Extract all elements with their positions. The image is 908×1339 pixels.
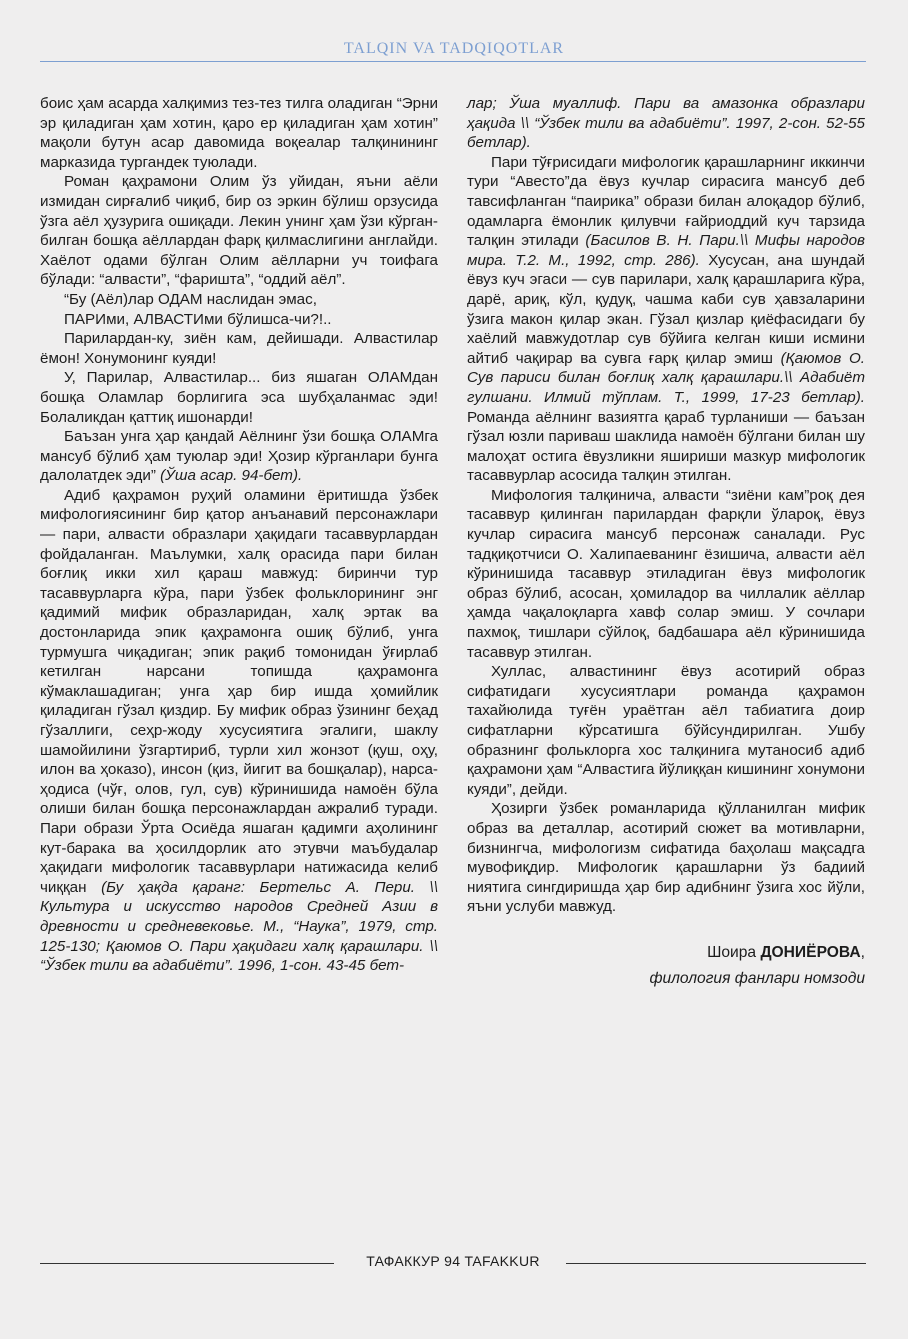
paragraph <box>467 153 865 486</box>
quote-line: “Бу (Аёл)лар ОДАМ наслидан эмас, <box>64 290 317 308</box>
paragraph: Ҳозирги ўзбек романларида қўлланилган мифик образ ва деталлар, асотирий сюжет ва мотивларни, бизнингча, мифологизм сифатида баҳолаш мақсадга мувофиқдир. Мифологик қарашларни ўз бадиий ниятига сингдиришда ҳар бир адибнинг ўзига хос йўли, яъни услуби мавжуд. <box>467 800 865 916</box>
page-footer <box>40 1253 866 1273</box>
citation: (Қаюмов О. Сув париси билан боғлиқ халқ қарашлари.\\ Адабиёт гулшани. Илмий тўплам. Т., 1999, 17-23 бетлар). <box>467 349 865 406</box>
paragraph <box>40 486 438 976</box>
author-signature <box>467 943 865 988</box>
paragraph-text: Адиб қаҳрамон руҳий оламини ёритишда ўзбек мифологиясининг бир қатор анъанавий персонажлари — пари, алвасти образлари ҳақидаги тасаввурлардан фойдаланган. Маълумки, халқ орасида пари билан боғлиқ икки хил қараш мавжуд: биринчи тур тасаввурларга кўра, пари ўзбек фольклорининг энг қадимий мифик образларидан, халқ эртак ва достонларида эпик қаҳрамонга ошиқ бўлиб, унга турмушга чиқадиган; эпик рақиб томонидан ўғирлаб кетилган нарсани топишда қаҳрамонга кўмаклашадиган; унга ҳар бир ишда ҳомийлик қиладиган гўзал қиздир. Бу мифик образ ўзининг беҳад гўзаллиги, сеҳр-жоду хусусиятига эгалиги, шаклу шамойилини ўзгартириб, турли хил жонзот (қуш, оҳу, илон ва ҳоказо), инсон (қиз, йигит ва бошқалар), нарса-ҳодиса (чўғ, олов, гул, сув) кўринишида намоён бўла олиши билан бошқа персонажлардан ажралиб туради. Пари образи Ўрта Осиёда яшаган қадимги аҳолининг кут-барака ва ҳосилдорлик ато этувчи маъбудалар ҳақидаги мифологик тасаввурлари натижасида келиб чиққан <box>40 486 438 896</box>
paragraph: Роман қаҳрамони Олим ўз уйидан, яъни аёли измидан сирғалиб чиқиб, бир оз эркин бўлиш орзусида ўзга аёл ҳузурига ошиқади. Лекин унинг ҳам ўзи кўрган-билган бошқа аёллардан фарқ қилмаслигини англайди. Хаёлот одами бўлган Олим аёлларни уч тоифага бўлади: “алвасти”, “фаришта”, “оддий аёл”. <box>40 173 438 289</box>
quote-paragraph: У, Парилар, Алвастилар... биз яшаган ОЛАМдан бошқа Оламлар борлигига эса шубҳаланмас эди! Болаликдан қаттиқ ишонарди! <box>40 369 438 426</box>
citation: (Бу ҳақда қаранг: Бертельс А. Пери. \\ Культура и искусство народов Средней Азии в древности и средневековье. М., “Наука”, 1979, стр. 125-130; Қаюмов О. Пари ҳақидаги халқ қарашлари. \\ “Ўзбек тили ва адабиёти”. 1996, 1-сон. 43-45 бет- <box>40 878 438 975</box>
citation-continuation: лар; Ўша муаллиф. Пари ва амазонка образлари ҳақида \\ “Ўзбек тили ва адабиёти”. 1997, 2-сон. 52-55 бетлар). <box>467 95 865 152</box>
author-comma: , <box>860 943 865 961</box>
running-header: TALQIN VA TADQIQOTLAR <box>343 40 565 57</box>
author-title: филология фанлари номзоди <box>649 969 865 987</box>
quote-text: Баъзан унга ҳар қандай Аёлнинг ўзи бошқа ОЛАМга мансуб бўлиб ҳам туюлар эди! Ҳозир кўрганлари бунга далолатдек эди” <box>40 428 438 485</box>
footer-rule-right <box>566 1263 866 1264</box>
paragraph-text: Хусусан, ана шундай ёвуз куч эгаси — сув парилари, халқ қарашларига кўра, дарё, ариқ, кўл, қудуқ, чашма каби сув ҳавзаларини ўзига макон қилар экан. Гўзал қизлар қиёфасидаги бу хаёлий мавжудотлар сув бўйига келган киши исмини айтиб чақирар ва сувга ғарқ қилар эмиш <box>467 251 865 367</box>
quote-paragraph <box>40 427 438 486</box>
header-rule <box>40 61 866 62</box>
paragraph-text: Пари тўғрисидаги мифологик қарашларнинг иккинчи тури “Авесто”да ёвуз кучлар сирасига мансуб деб тавсифланган “паирика” образи билан алоқадор бўлиб, одамларга ёмонлик қилувчи ғайриоддий куч тарзида талқин этилади <box>467 153 865 250</box>
quote-paragraph: Парилардан-ку, зиён кам, дейишади. Алвастилар ёмон! Хонумонинг куяди! <box>40 330 438 367</box>
paragraph: Мифология талқинича, алвасти “зиёни кам”роқ дея тасаввур қилинган парилардан фарқли ўлароқ, ёвуз кучлар сирасига мансуб персонаж саналади. Рус тадқиқотчиси О. Халипаеванинг ёзишича, алвасти аёл кўринишида тасаввур этиладиган ёвуз мифологик образ бўлиб, асосан, ҳомиладор ва чиллалик аёллар ҳамда чақалоқларга хавф солар эмиш. У сочлари пахмоқ, тишлари сўйлоқ, бадбашара аёл кўринишида тасаввур этилган. <box>467 486 865 661</box>
paragraph: Хуллас, алвастининг ёвуз асотирий образ сифатидаги хусусиятлари романда қаҳрамон тахайюлида туғён ураётган аёл табиатига доир сифатларни кўрсатишга бўйсундирилган. Ушбу образнинг фольклорга хос талқинига мутаносиб адиб қаҳрамони ҳам “Алвастига йўлиққан кишининг хонумони куяди”, дейди. <box>467 663 865 798</box>
citation: (Ўша асар. 94-бет). <box>160 467 303 485</box>
citation: (Басилов В. Н. Пари.\\ Мифы народов мира. Т.2. М., 1992, стр. 286). <box>467 232 865 269</box>
author-first-name: Шоира <box>707 943 761 961</box>
quote-line: ПАРИми, АЛВАСТИми бўлишса-чи?!.. <box>64 310 332 328</box>
author-name <box>467 943 865 963</box>
author-last-name: ДОНИЁРОВА <box>760 943 861 961</box>
footer-text: ТАФАККУР 94 TAFAKKUR <box>366 1253 540 1269</box>
right-column <box>467 94 865 988</box>
paragraph: боис ҳам асарда халқимиз тез-тез тилга оладиган “Эрни эр қиладиган ҳам хотин, қаро ер қиладиган ҳам хотин” мақоли бутун асар давомида воқеалар талқинининг марказида тургандек туюлади. <box>40 95 438 171</box>
paragraph-text: Романда аёлнинг вазиятга қараб турланиши — баъзан гўзал юзли париваш шаклида намоён бўлгани билан шу малоҳат остига ёвузликни яшириши мазкур мифологик тасаввурлар асосида талқин этилган. <box>467 408 865 485</box>
left-column <box>40 94 438 976</box>
